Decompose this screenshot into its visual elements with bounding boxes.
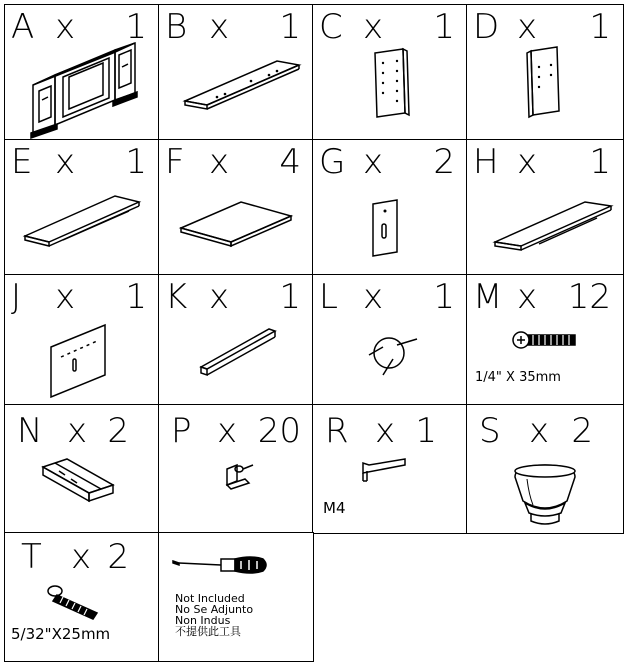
part-letter: C xyxy=(319,7,343,47)
part-cell-m xyxy=(466,274,624,406)
times-sign: x xyxy=(55,142,76,182)
part-quantity: 1 xyxy=(589,142,611,182)
part-quantity: 1 xyxy=(125,277,147,317)
not-included-es: No Se Adjunto xyxy=(175,603,254,616)
part-quantity: 2 xyxy=(571,411,593,451)
part-quantity: 20 xyxy=(257,411,301,451)
part-letter: L xyxy=(319,277,338,317)
part-quantity: 2 xyxy=(107,537,129,577)
part-quantity: 1 xyxy=(589,7,611,47)
not-included-en: Not Included xyxy=(175,592,245,605)
part-cell-g xyxy=(312,139,468,276)
part-cell-a xyxy=(4,4,160,141)
not-included-note xyxy=(175,593,253,637)
part-letter: J xyxy=(11,277,22,317)
shelf-pin-icon xyxy=(159,405,315,535)
not-included-fr: Non Indus xyxy=(175,614,231,627)
foam-block-icon xyxy=(5,405,161,535)
times-sign: x xyxy=(55,7,76,47)
cable-tie-icon xyxy=(313,275,469,407)
part-letter: K xyxy=(165,277,188,317)
times-sign: x xyxy=(363,277,384,317)
part-quantity: 1 xyxy=(433,277,455,317)
part-cell-p xyxy=(158,404,314,534)
screw-size-note: 5/32"X25mm xyxy=(11,625,111,643)
part-quantity: 1 xyxy=(415,411,437,451)
times-sign: x xyxy=(71,537,92,577)
times-sign: x xyxy=(55,277,76,317)
times-sign: x xyxy=(529,411,550,451)
part-cell-d xyxy=(466,4,624,141)
part-cell-s xyxy=(466,404,624,534)
times-sign: x xyxy=(517,277,538,317)
part-letter: N xyxy=(17,411,43,451)
part-quantity: 1 xyxy=(279,7,301,47)
part-cell-e xyxy=(4,139,160,276)
allen-key-size-note: M4 xyxy=(323,499,346,517)
part-quantity: 1 xyxy=(433,7,455,47)
screw-icon xyxy=(5,533,161,663)
part-cell-n xyxy=(4,404,160,534)
shelf-board-icon xyxy=(159,140,315,277)
long-strip-panel-icon xyxy=(467,140,625,277)
part-quantity: 12 xyxy=(567,277,611,317)
times-sign: x xyxy=(217,411,238,451)
part-cell-j xyxy=(4,274,160,406)
part-quantity: 4 xyxy=(279,142,301,182)
left-side-panel-icon xyxy=(313,5,469,142)
times-sign: x xyxy=(517,7,538,47)
tool-cell xyxy=(158,532,314,662)
part-quantity: 1 xyxy=(125,142,147,182)
bolt-screw-icon xyxy=(467,275,625,407)
back-panel-icon xyxy=(5,275,161,407)
part-cell-k xyxy=(158,274,314,406)
part-letter: G xyxy=(319,142,346,182)
times-sign: x xyxy=(363,7,384,47)
part-cell-h xyxy=(466,139,624,276)
part-letter: F xyxy=(165,142,185,182)
long-shelf-icon xyxy=(5,140,161,277)
top-panel-icon xyxy=(159,5,315,142)
part-cell-f xyxy=(158,139,314,276)
part-letter: R xyxy=(325,411,349,451)
part-quantity: 1 xyxy=(125,7,147,47)
part-quantity: 2 xyxy=(107,411,129,451)
times-sign: x xyxy=(517,142,538,182)
part-letter: H xyxy=(473,142,499,182)
part-cell-l xyxy=(312,274,468,406)
part-letter: P xyxy=(171,411,192,451)
part-cell-t xyxy=(4,532,160,662)
times-sign: x xyxy=(363,142,384,182)
times-sign: x xyxy=(209,277,230,317)
part-letter: D xyxy=(473,7,500,47)
right-side-panel-icon xyxy=(467,5,625,142)
part-cell-r xyxy=(312,404,468,534)
part-letter: M xyxy=(473,277,503,317)
part-letter: B xyxy=(165,7,188,47)
part-quantity: 2 xyxy=(433,142,455,182)
times-sign: x xyxy=(67,411,88,451)
part-cell-b xyxy=(158,4,314,141)
part-letter: A xyxy=(11,7,35,47)
knob-icon xyxy=(467,405,625,535)
part-cell-c xyxy=(312,4,468,141)
times-sign: x xyxy=(209,7,230,47)
times-sign: x xyxy=(209,142,230,182)
times-sign: x xyxy=(375,411,396,451)
bolt-size-note: 1/4" X 35mm xyxy=(475,370,561,385)
part-quantity: 1 xyxy=(279,277,301,317)
not-included-zh: 不提供此工具 xyxy=(175,625,241,638)
fireplace-mantel-cabinet-icon xyxy=(5,5,161,142)
rail-icon xyxy=(159,275,315,407)
bracket-plate-icon xyxy=(313,140,469,277)
part-letter: E xyxy=(11,142,33,182)
part-letter: T xyxy=(21,537,42,577)
part-letter: S xyxy=(479,411,501,451)
